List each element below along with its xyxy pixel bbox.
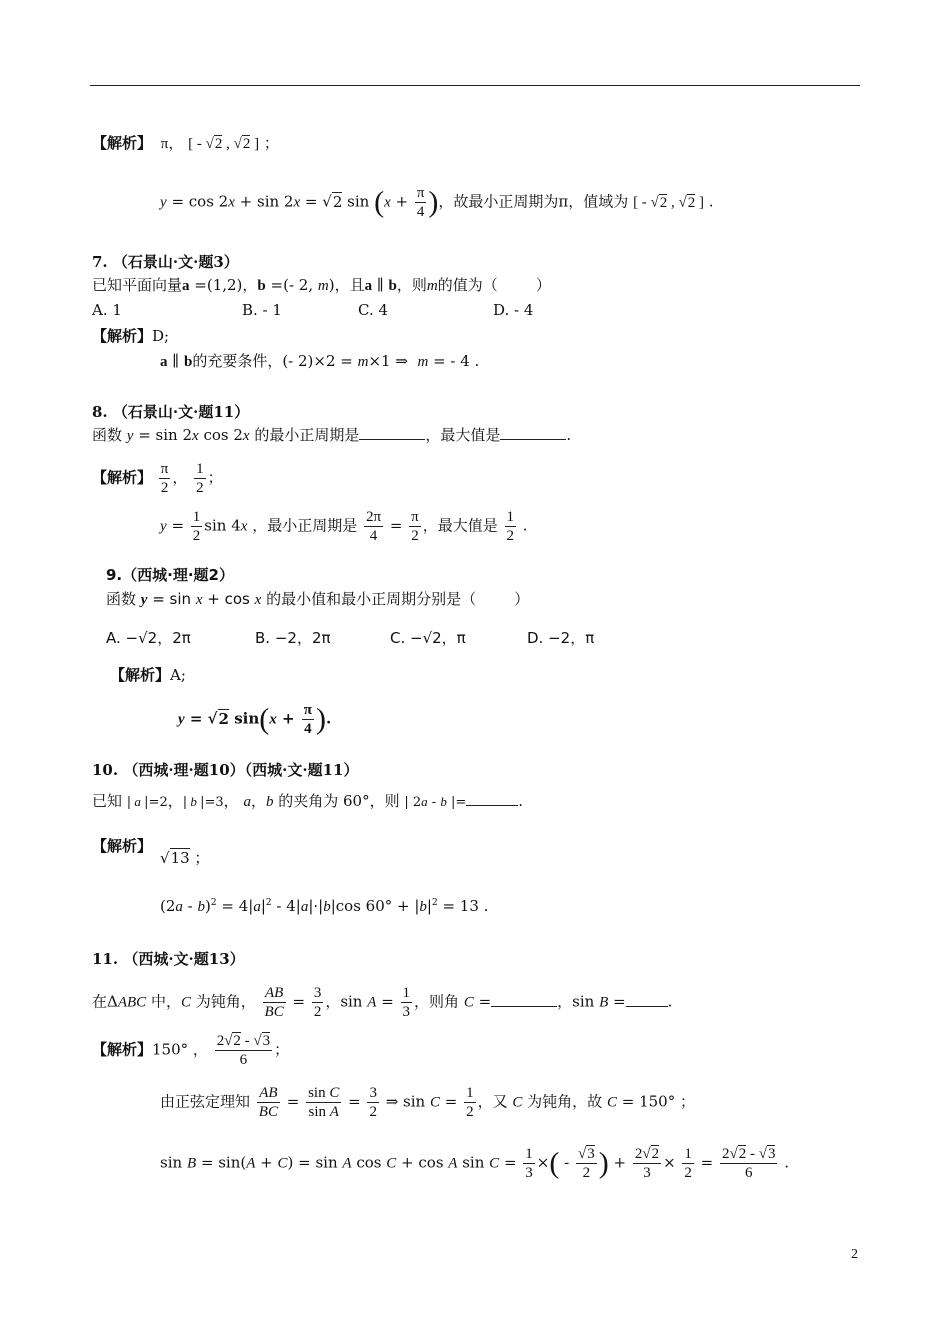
q10-answer: √13 ；: [160, 849, 210, 867]
q7-option-c: C. 4: [358, 301, 389, 319]
q11-label: 【解析】: [92, 1040, 153, 1059]
q7-option-d: D. - 4: [493, 301, 534, 319]
q9-option-c: C. −√2，π: [390, 629, 466, 647]
q7-option-b: B. - 1: [242, 301, 282, 319]
q7-answer: D;: [152, 327, 170, 345]
q7-stem: 已知平面向量a =(1,2)，b =(- 2, m)，且a ∥ b，则m的值为（ ）: [92, 276, 551, 294]
q11-derivation-1: 由正弦定理知 $\frac{AB}{BC}$ = $\frac{\text{sin C}}{\text{sin A}}$ = $\frac{3}{2}$ ⇒ sin C = $\frac{1}{2}$ ，又 C 为钝角，故 C = 150° ；: [160, 1085, 695, 1120]
q7-answer-line: [92, 326, 169, 346]
q9-answer-line: [110, 665, 186, 685]
q9-derivation: y = √2 sin(x + $\frac{\pi}{4}$ ).: [178, 702, 332, 737]
q9-answer: A;: [170, 666, 186, 684]
q11-stem: 在ΔABC 中，C 为钝角， $\frac{AB}{BC}$ = $\frac{3}{2}$ ，sin A = $\frac{1}{3}$ ，则角 C = ，sin B = .: [92, 985, 673, 1020]
q6-label: 【解析】: [92, 134, 153, 152]
q10-stem: 已知 | a |=2，| b |=3， a，b 的夹角为 60°，则 | 2a - b |= .: [92, 792, 524, 810]
q9-stem: 函数 y = sin x + cos x 的最小值和最小正周期分别是（ ）: [106, 590, 530, 608]
q8-answer-line: 【解析】 $\frac{\pi}{2}$ ， $\frac{1}{2}$ ；: [92, 461, 223, 496]
q8-stem: 函数 y = sin 2x cos 2x 的最小正周期是 ，最大值是 .: [92, 426, 572, 444]
q6-derivation: y = cos 2x + sin 2x = √2 sin (x + $\frac{\pi}{4}$ )，故最小正周期为π，值域为 [ - √2 , √2 ] .: [160, 185, 714, 220]
q9-option-d: D. −2，π: [527, 629, 595, 647]
header-rule: [90, 85, 860, 86]
q9-label: 【解析】: [110, 666, 171, 684]
q7-title: 7. （石景山·文·题3）: [92, 253, 239, 271]
q7-option-a: A. 1: [92, 301, 122, 319]
q11-title: 11. （西城·文·题13）: [92, 950, 245, 968]
q10-label: 【解析】: [92, 837, 153, 855]
q7-derivation: a ∥ b的充要条件，(- 2)×2 = m×1 ⇒ m = - 4 .: [160, 352, 480, 370]
q8-label: 【解析】: [92, 468, 153, 487]
q11-answer-line: 【解析】150° ， $\frac{2√2 - √3}{6}$ ；: [92, 1033, 290, 1068]
q9-option-b: B. −2，2π: [255, 629, 331, 647]
q8-title: 8. （石景山·文·题11）: [92, 403, 250, 421]
q10-answer-line: [92, 836, 152, 856]
page-number: 2: [851, 1247, 858, 1262]
q8-derivation: y = $\frac{1}{2}$ sin 4x ，最小正周期是 $\frac{2\pi}{4}$ = $\frac{\pi}{2}$ ，最大值是 $\frac{1}{2}$ .: [160, 509, 528, 544]
q6-answer-line: 【解析】 π， [ - √2 , √2 ] ；: [92, 134, 279, 152]
q10-title: 10. （西城·理·题10）（西城·文·题11）: [92, 761, 359, 779]
q11-derivation-2: sin B = sin(A + C) = sin A cos C + cos A sin C = $\frac{1}{3}$ ×( - $\frac{√3}{2}$ ) + $\frac{2√2}{3}$ × $\frac{1}{2}$ = $\frac{2√2 - √3}{6}$ .: [160, 1146, 790, 1181]
q7-label: 【解析】: [92, 327, 153, 345]
q10-derivation: $(2a - b)^2 = 4|a|^2 - 4|a|\cdot|b|\cos$ $60^\circ + |b|^2 = 13$ .: [160, 897, 489, 915]
q9-option-a: A. −√2，2π: [106, 629, 191, 647]
q9-title: 9.（西城·理·题2）: [106, 566, 234, 584]
